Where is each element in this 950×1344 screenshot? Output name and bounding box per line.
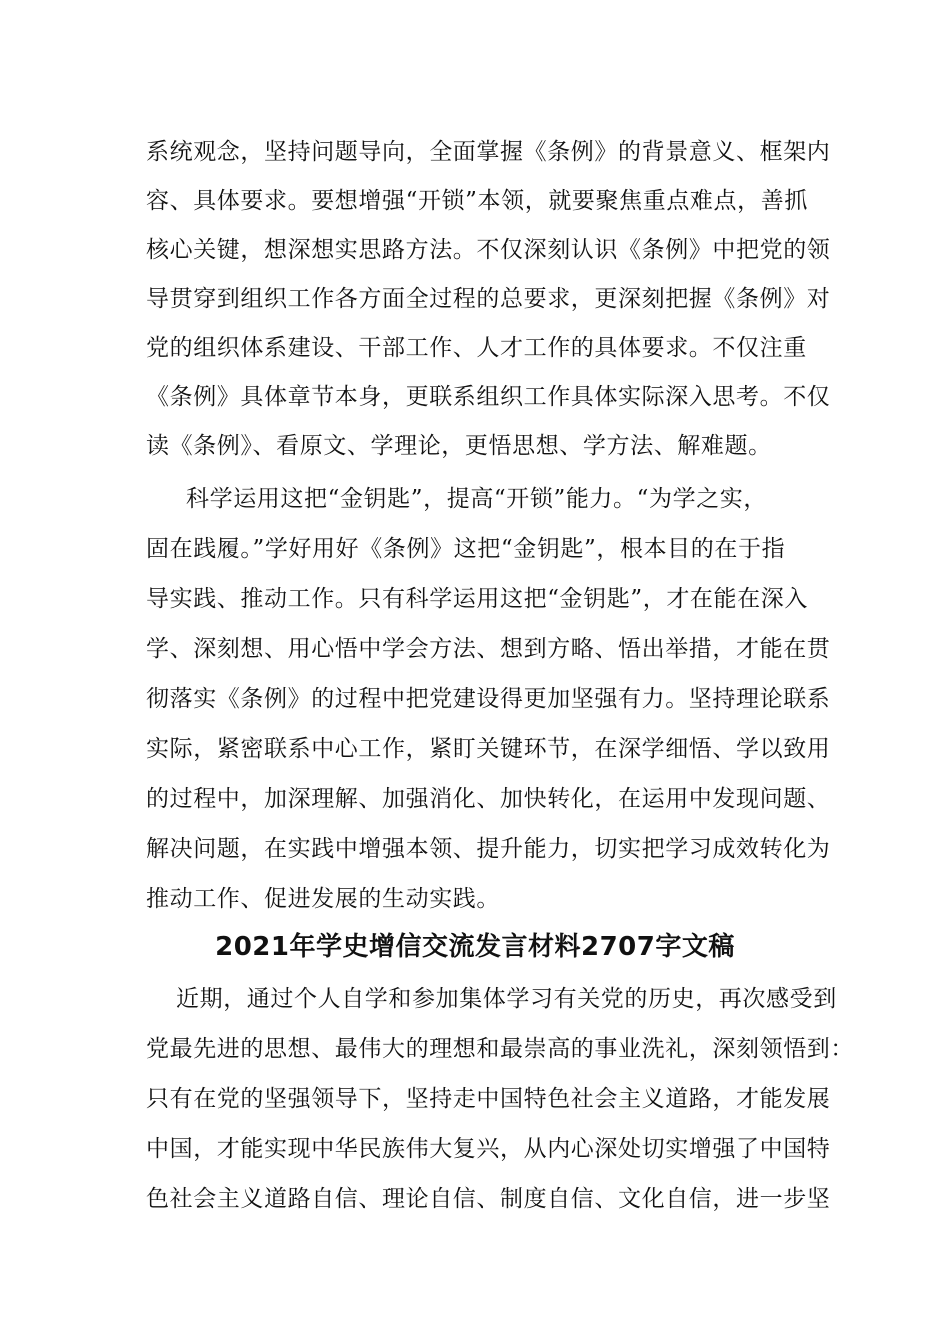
paragraph-line: 色社会主义道路自信、理论自信、制度自信、文化自信，进一步坚	[146, 1186, 831, 1212]
paragraph-line: 《条例》具体章节本身，更联系组织工作具体实际深入思考。不仅	[146, 384, 831, 410]
paragraph-line: 中国，才能实现中华民族伟大复兴，从内心深处切实增强了中国特	[146, 1136, 831, 1162]
paragraph-line: 核心关键，想深想实思路方法。不仅深刻认识《条例》中把党的领	[146, 237, 831, 263]
paragraph-line: 党的组织体系建设、干部工作、人才工作的具体要求。不仅注重	[146, 335, 807, 361]
paragraph-line: 读《条例》、看原文、学理论，更悟思想、学方法、解难题。	[146, 433, 772, 459]
paragraph-line: 固在践履。”学好用好《条例》这把“金钥匙”，根本目的在于指	[146, 536, 786, 562]
paragraph-line: 党最先进的思想、最伟大的理想和最崇高的事业洗礼，深刻领悟到：	[146, 1036, 854, 1062]
paragraph-line: 导贯穿到组织工作各方面全过程的总要求，更深刻把握《条例》对	[146, 286, 831, 312]
paragraph-line: 系统观念，坚持问题导向，全面掌握《条例》的背景意义、框架内	[146, 139, 831, 165]
paragraph-line: 容、具体要求。要想增强“开锁”本领，就要聚焦重点难点，善抓	[146, 188, 808, 214]
paragraph-line: 的过程中，加深理解、加强消化、加快转化，在运用中发现问题、	[146, 786, 831, 812]
paragraph-line: 导实践、推动工作。只有科学运用这把“金钥匙”，才在能在深入	[146, 586, 808, 612]
paragraph-line: 实际，紧密联系中心工作，紧盯关键环节，在深学细悟、学以致用	[146, 736, 831, 762]
section-heading: 2021年学史增信交流发言材料2707字文稿	[215, 932, 735, 962]
paragraph-line: 解决问题，在实践中增强本领、提升能力，切实把学习成效转化为	[146, 836, 831, 862]
paragraph-line: 推动工作、促进发展的生动实践。	[146, 886, 500, 912]
paragraph-line: 只有在党的坚强领导下，坚持走中国特色社会主义道路，才能发展	[146, 1086, 831, 1112]
paragraph-first-line: 近期，通过个人自学和参加集体学习有关党的历史，再次感受到	[176, 986, 837, 1012]
paragraph-line: 彻落实《条例》的过程中把党建设得更加坚强有力。坚持理论联系	[146, 686, 831, 712]
paragraph-first-line: 科学运用这把“金钥匙”，提高“开锁”能力。“为学之实，	[186, 486, 767, 512]
paragraph-line: 学、深刻想、用心悟中学会方法、想到方略、悟出举措，才能在贯	[146, 636, 831, 662]
